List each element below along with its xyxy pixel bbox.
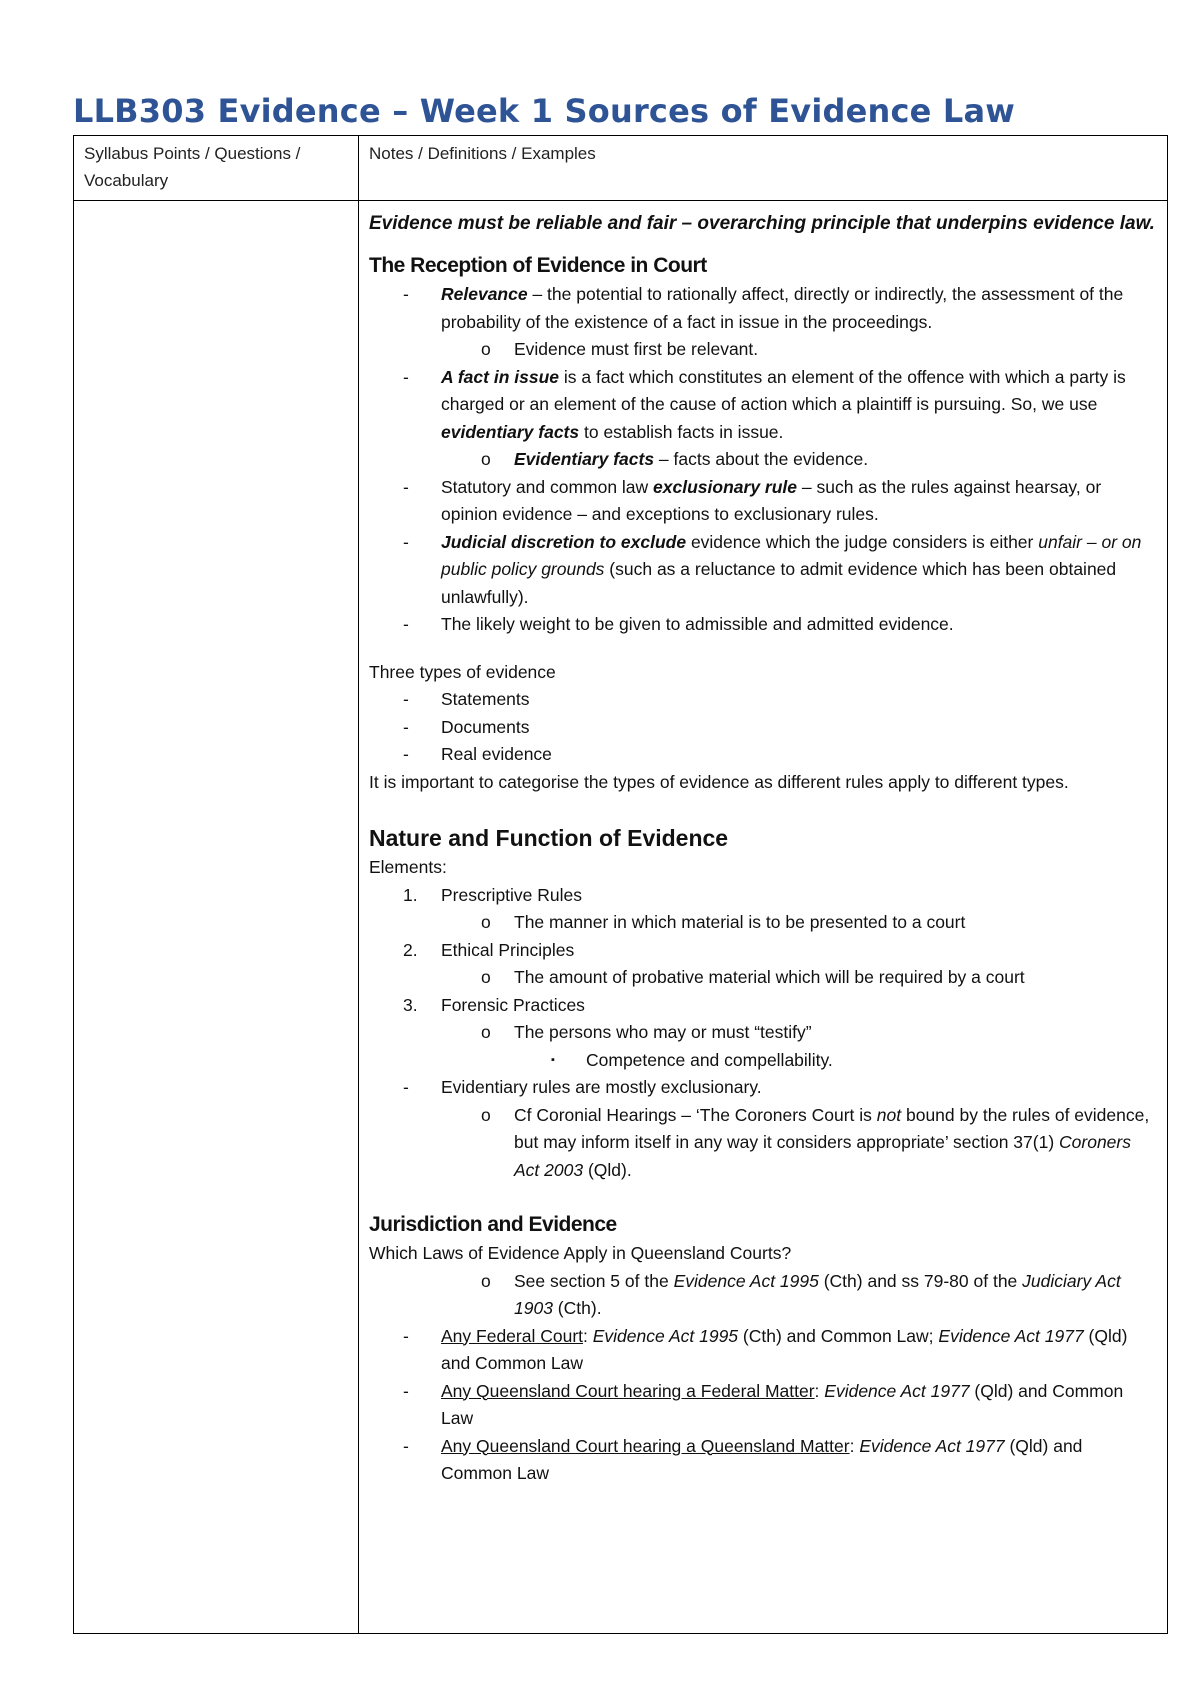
table-body-row <box>74 201 1168 1634</box>
list-item-ethical-sub: o The amount of probative material which will be required by a court <box>369 964 1157 992</box>
list-item-relevance: - Relevance – the potential to rationally affect, directly or indirectly, the assessment of the probability of the existence of a fact in issue in the proceedings. <box>369 281 1157 336</box>
document-title: LLB303 Evidence – Week 1 Sources of Evidence Law <box>73 92 1016 130</box>
list-item-coronial: o Cf Coronial Hearings – ‘The Coroners Court is not bound by the rules of evidence, but may inform itself in any way it considers appropriate’ section 37(1) Coroners Act 2003 (Qld). <box>369 1102 1157 1185</box>
dash-marker: - <box>403 366 409 387</box>
circle-marker: o <box>481 967 491 987</box>
circle-marker: o <box>481 1022 491 1042</box>
notes-cell <box>359 201 1168 1634</box>
elements-label: Elements: <box>369 857 447 877</box>
dash-marker: - <box>403 744 409 764</box>
dash-marker: - <box>403 476 409 497</box>
col-header-syllabus: Syllabus Points / Questions / Vocabulary <box>74 136 359 201</box>
list-item-real-evidence: - Real evidence <box>369 741 1157 769</box>
list-item-qld-federal-matter: - Any Queensland Court hearing a Federal Matter: Evidence Act 1977 (Qld) and Common Law <box>369 1378 1157 1433</box>
list-item-documents: - Documents <box>369 714 1157 742</box>
list-item-forensic-practices: 3. Forensic Practices <box>369 992 1157 1020</box>
dash-marker: - <box>403 1325 409 1346</box>
jurisdiction-question: Which Laws of Evidence Apply in Queensland Courts? <box>369 1243 792 1263</box>
list-item-statements: - Statements <box>369 686 1157 714</box>
intro-principle: Evidence must be reliable and fair – overarching principle that underpins evidence law. <box>369 213 1155 234</box>
list-item-relevance-sub: o Evidence must first be relevant. <box>369 336 1157 364</box>
list-item-exclusionary: - Evidentiary rules are mostly exclusionary. <box>369 1074 1157 1102</box>
circle-marker: o <box>481 339 491 359</box>
list-item-fact-in-issue: - A fact in issue is a fact which constitutes an element of the offence with which a party is charged or an element of the cause of action which a plaintiff is pursuing. So, we use evidentiary facts to establish facts in issue. <box>369 364 1157 447</box>
heading-nature: Nature and Function of Evidence <box>369 825 729 851</box>
list-item-judicial-discretion: - Judicial discretion to exclude evidence which the judge considers is either unfair – or on public policy grounds (such as a reluctance to admit evidence which has been obtained unlawfully). <box>369 529 1157 612</box>
circle-marker: o <box>481 449 491 469</box>
dash-marker: - <box>403 1077 409 1097</box>
heading-reception: The Reception of Evidence in Court <box>369 254 707 277</box>
circle-marker: o <box>481 912 491 932</box>
list-item-evidentiary-facts: o Evidentiary facts – facts about the evidence. <box>369 446 1157 474</box>
notes-table <box>73 135 1168 1634</box>
number-marker: 3. <box>403 994 418 1015</box>
dash-marker: - <box>403 1435 409 1456</box>
types-note: It is important to categorise the types of evidence as different rules apply to different types. <box>369 771 1069 792</box>
list-item-competence: ▪ Competence and compellability. <box>369 1047 1157 1075</box>
list-item-federal-court: - Any Federal Court: Evidence Act 1995 (Cth) and Common Law; Evidence Act 1977 (Qld) and Common Law <box>369 1323 1157 1378</box>
circle-marker: o <box>481 1270 491 1291</box>
dash-marker: - <box>403 284 409 304</box>
list-item-prescriptive-rules: 1. Prescriptive Rules <box>369 882 1157 910</box>
syllabus-cell <box>74 201 359 1634</box>
number-marker: 2. <box>403 939 418 960</box>
table-header-row <box>74 136 1168 201</box>
types-intro: Three types of evidence <box>369 661 556 682</box>
square-marker: ▪ <box>551 1053 555 1066</box>
term-relevance: Relevance <box>441 284 528 304</box>
dash-marker: - <box>403 614 409 634</box>
list-item-forensic-sub: o The persons who may or must “testify” <box>369 1019 1157 1047</box>
list-item-qld-qld-matter: - Any Queensland Court hearing a Queensland Matter: Evidence Act 1977 (Qld) and Common Law <box>369 1433 1157 1488</box>
list-item-see-section: o See section 5 of the Evidence Act 1995 (Cth) and ss 79-80 of the Judiciary Act 1903 (Cth). <box>369 1268 1157 1323</box>
list-item-exclusionary-rule: - Statutory and common law exclusionary rule – such as the rules against hearsay, or opinion evidence – and exceptions to exclusionary rules. <box>369 474 1157 529</box>
heading-jurisdiction: Jurisdiction and Evidence <box>369 1213 617 1236</box>
dash-marker: - <box>403 531 409 552</box>
dash-marker: - <box>403 689 409 709</box>
col-header-notes: Notes / Definitions / Examples <box>359 136 1168 201</box>
list-item-ethical-principles: 2. Ethical Principles <box>369 937 1157 965</box>
dash-marker: - <box>403 716 409 737</box>
dash-marker: - <box>403 1380 409 1401</box>
list-item-weight: - The likely weight to be given to admissible and admitted evidence. <box>369 611 1157 639</box>
circle-marker: o <box>481 1104 491 1125</box>
number-marker: 1. <box>403 884 418 905</box>
list-item-prescriptive-sub: o The manner in which material is to be presented to a court <box>369 909 1157 937</box>
